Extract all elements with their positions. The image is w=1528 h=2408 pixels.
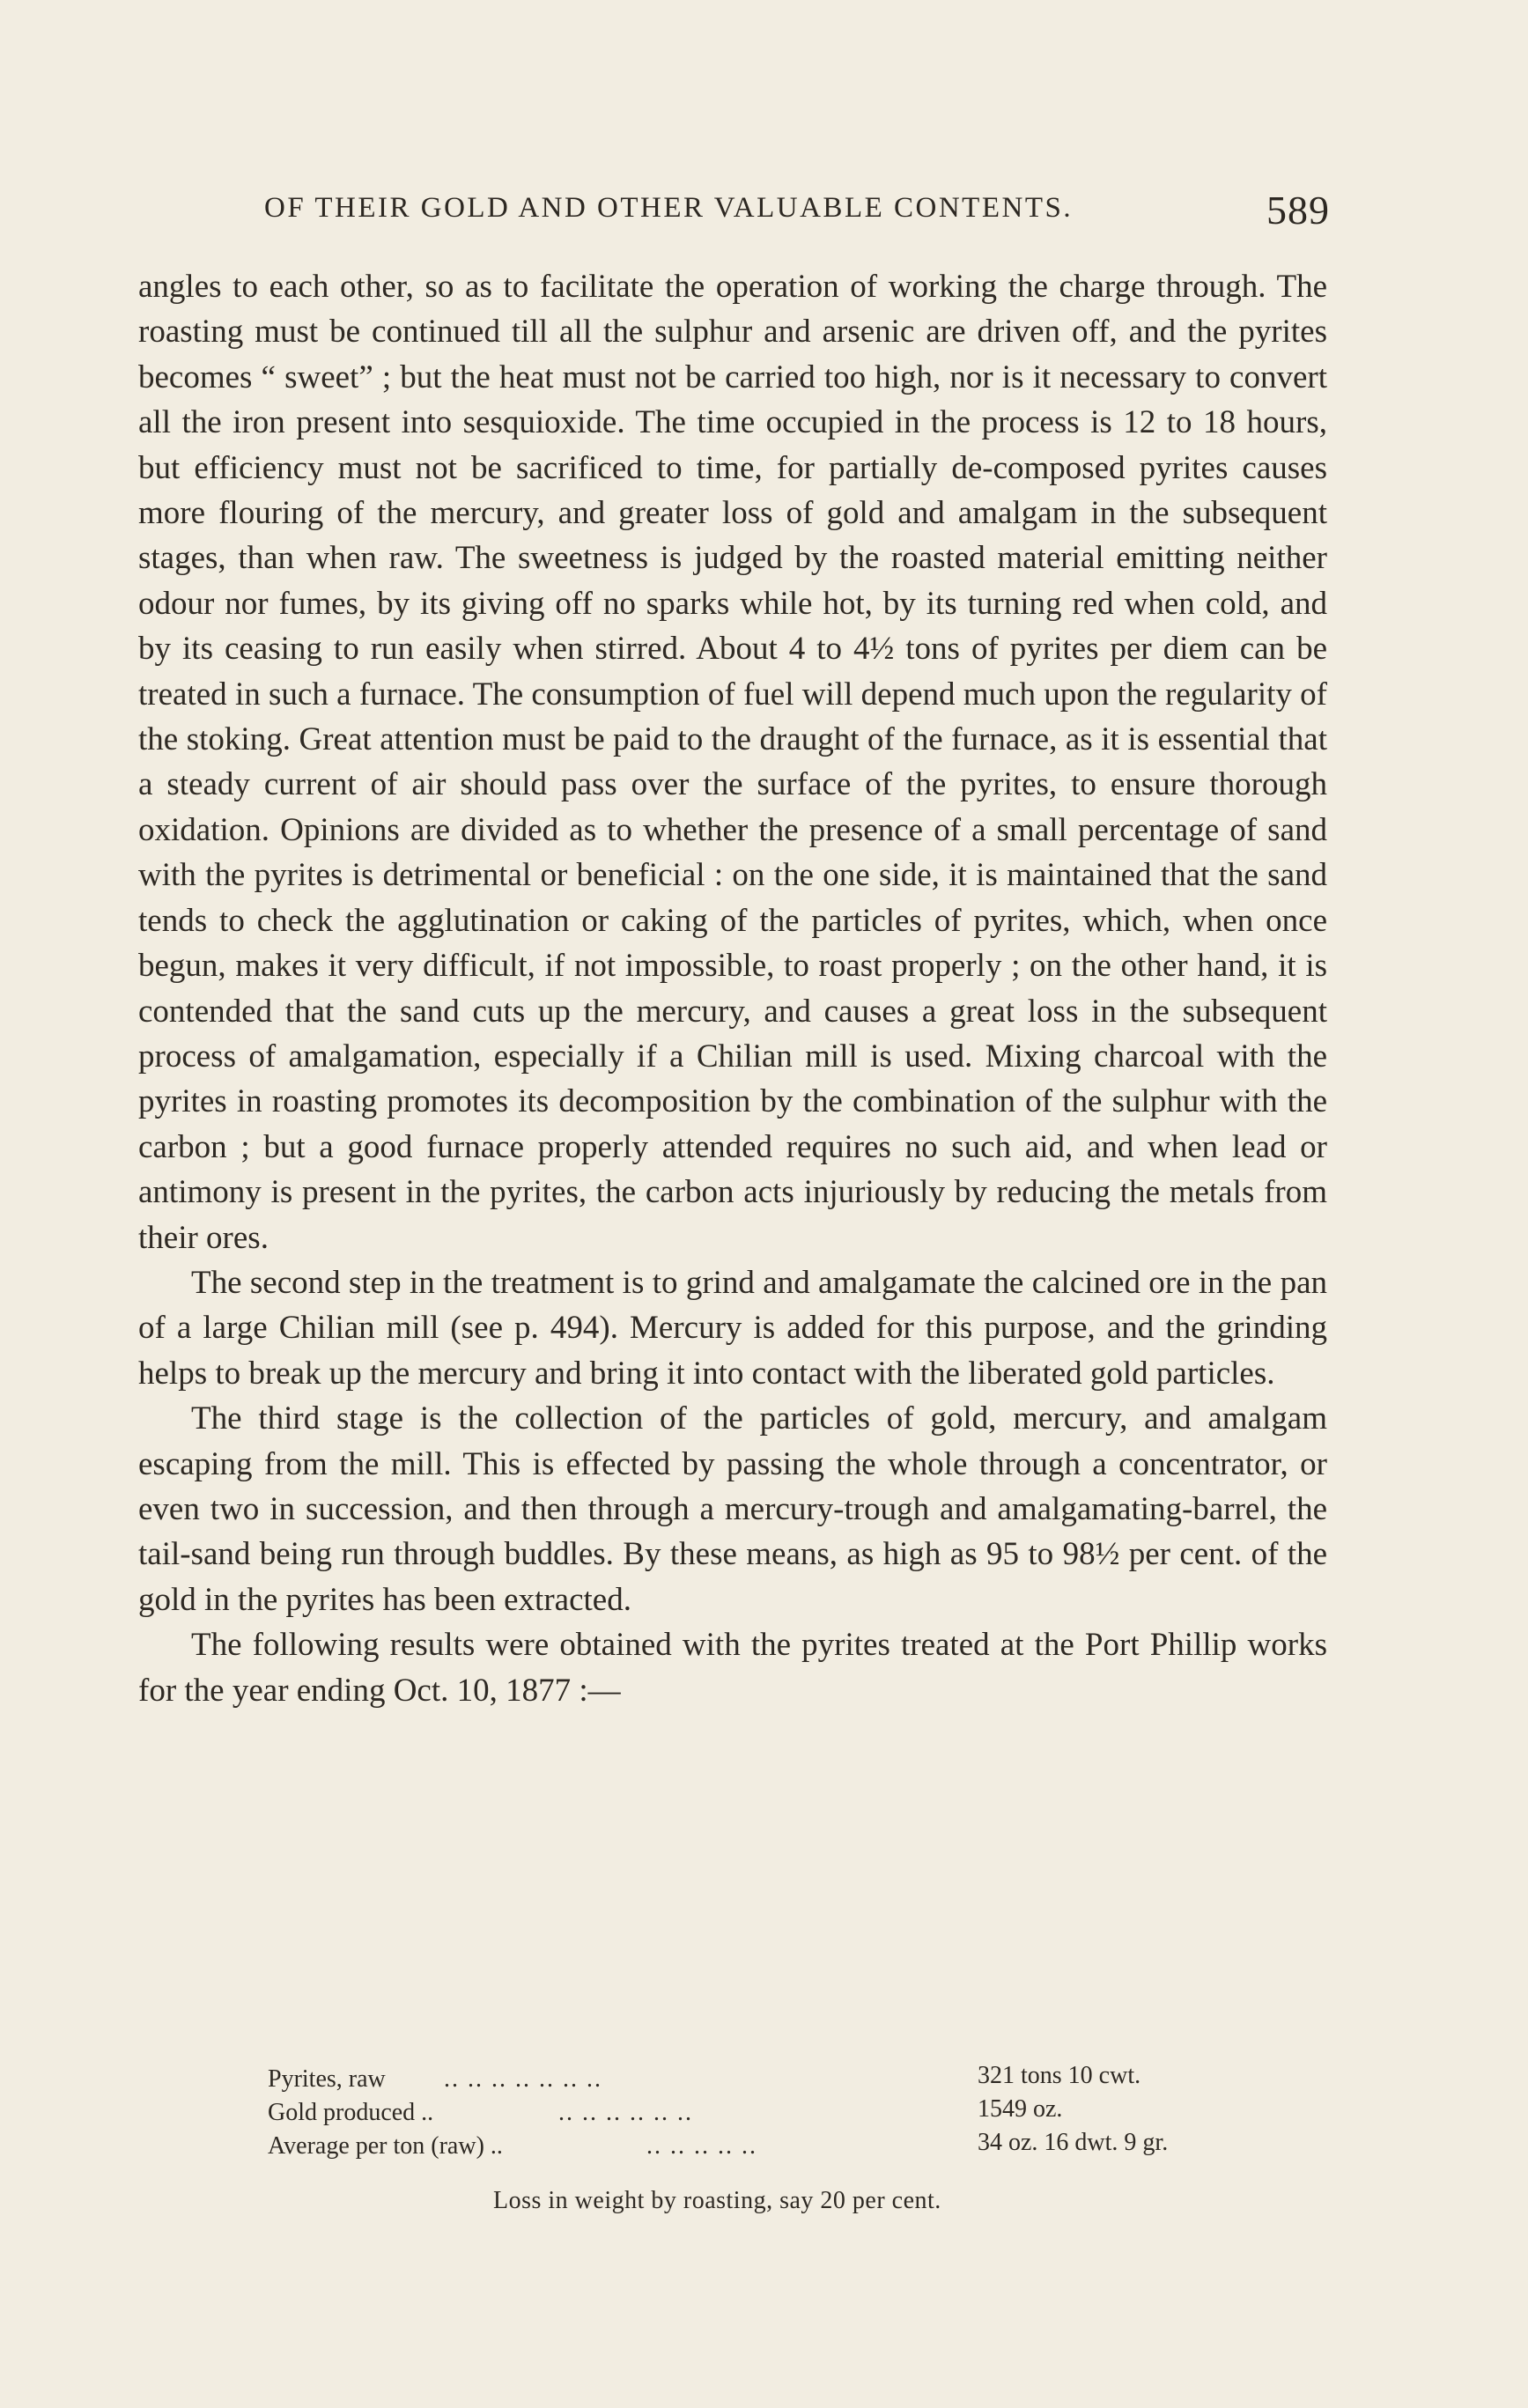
table-row bbox=[268, 2062, 1236, 2099]
body-text bbox=[138, 264, 1327, 1713]
dot-leader: .. .. .. .. .. bbox=[646, 2132, 757, 2160]
row-value: 321 tons 10 cwt. bbox=[978, 2062, 1141, 2089]
row-value: 1549 oz. bbox=[978, 2095, 1063, 2123]
dot-leader: .. .. .. .. .. .. .. bbox=[444, 2065, 602, 2093]
paragraph-roasting: angles to each other, so as to facilitate the operation of working the charge through. The roasting must be continued till all the sulphur and arsenic are driven off, and the pyrites becomes “ sweet” ; but the heat must not be carried too high, nor is it necessary to convert all the iron present into sesquioxide. The time occupied in the process is 12 to 18 hours, but efficiency must not be sacrificed to time, for partially de-composed pyrites causes more flouring of the mercury, and greater loss of gold and amalgam in the subsequent stages, than when raw. The sweetness is judged by the roasted material emitting neither odour nor fumes, by its giving off no sparks while hot, by its turning red when cold, and by its ceasing to run easily when stirred. About 4 to 4½ tons of pyrites per diem can be treated in such a furnace. The consumption of fuel will depend much upon the regularity of the stoking. Great attention must be paid to the draught of the furnace, as it is essential that a steady current of air should pass over the surface of the pyrites, to ensure thorough oxidation. Opinions are divided as to whether the presence of a small percentage of sand with the pyrites is detrimental or beneficial : on the one side, it is maintained that the sand tends to check the agglutination or caking of the particles of pyrites, which, when once begun, makes it very difficult, if not impossible, to roast properly ; on the other hand, it is contended that the sand cuts up the mercury, and causes a great loss in the subsequent process of amalgamation, especially if a Chilian mill is used. Mixing charcoal with the pyrites in roasting promotes its decomposition by the combination of the sulphur with the carbon ; but a good furnace properly attended requires no such aid, and when lead or antimony is present in the pyrites, the carbon acts injuriously by reducing the metals from their ores. bbox=[138, 269, 1327, 1256]
results-table bbox=[268, 2062, 1236, 2166]
dot-leader: .. .. .. .. .. .. bbox=[558, 2099, 693, 2126]
row-value: 34 oz. 16 dwt. 9 gr. bbox=[978, 2129, 1169, 2156]
paragraph-results-intro: The following results were obtained with the pyrites treated at the Port Phillip works for the year ending Oct. 10, 1877 :— bbox=[138, 1627, 1327, 1709]
table-row bbox=[268, 2095, 1236, 2132]
table-row bbox=[268, 2129, 1236, 2166]
row-label: Gold produced .. bbox=[268, 2099, 434, 2126]
running-head bbox=[264, 187, 1330, 240]
row-label: Average per ton (raw) .. bbox=[268, 2132, 503, 2160]
roasting-loss-note: Loss in weight by roasting, say 20 per cent. bbox=[493, 2187, 941, 2214]
running-title: OF THEIR GOLD AND OTHER VALUABLE CONTENTS. bbox=[264, 192, 1074, 224]
paragraph-second-step: The second step in the treatment is to grind and amalgamate the calcined ore in the pan of a large Chilian mill (see p. 494). Mercury is added for this purpose, and the grinding helps to break up the mercury and bring it into contact with the liberated gold particles. bbox=[138, 1264, 1327, 1392]
paragraph-third-stage: The third stage is the collection of the particles of gold, mercury, and amalgam escaping from the mill. This is effected by passing the whole through a concentrator, or even two in succession, and then through a mercury-trough and amalgamating-barrel, the tail-sand being run through buddles. By these means, as high as 95 to 98½ per cent. of the gold in the pyrites has been extracted. bbox=[138, 1400, 1327, 1618]
page-number: 589 bbox=[1266, 188, 1330, 233]
row-label: Pyrites, raw bbox=[268, 2065, 386, 2093]
